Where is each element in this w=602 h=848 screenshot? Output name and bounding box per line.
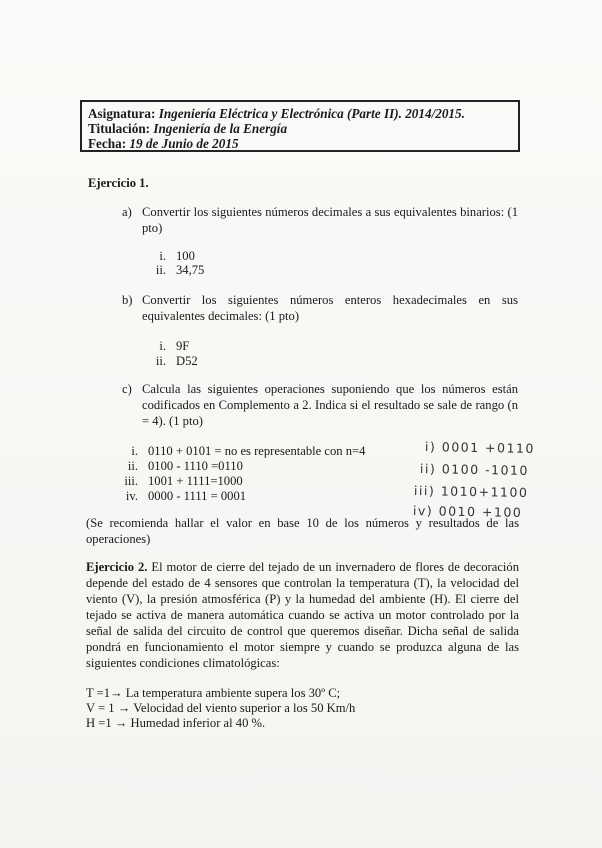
ej1-note: (Se recomienda hallar el valor en base 10 de los números y resultados de las operaciones): [86, 516, 519, 546]
ej1-a-item-1: i. 100: [159, 249, 195, 263]
handwritten-note-2: ii) 0100 -1010: [419, 461, 530, 478]
ej1-a-text: Convertir los siguientes números decimales a sus equivalentes binarios: (1 pto): [142, 205, 518, 235]
ej1-a-label: a): [122, 205, 132, 219]
ej1-c-item-3: iii. 1001 + 1111=1000: [124, 474, 243, 488]
exam-header: [80, 100, 520, 152]
ej1-a-item-2: ii. 34,75: [155, 263, 205, 277]
handwritten-note-4: iv) 0010 +100: [412, 503, 523, 520]
ej1-c-item-4: iv. 0000 - 1111 = 0001: [125, 489, 247, 503]
ej1-title: Ejercicio 1.: [88, 176, 149, 190]
ej1-c-item-2: ii. 0100 - 1110 =0110: [127, 459, 243, 473]
ej2-title: Ejercicio 2.: [86, 560, 148, 574]
ej1-b-text: Convertir los siguientes números enteros hexadecimales en sus equivalentes decimales: (1 pto): [142, 293, 518, 323]
titulacion-line: Titulación: Ingeniería de la Energía: [88, 121, 288, 136]
ej2-condition-t: T =1→ La temperatura ambiente supera los 30º C;: [86, 686, 341, 700]
ej2-text: El motor de cierre del tejado de un invernadero de flores de decoración depende del estado de 4 sensores que controlan la temperatura (T), la velocidad del viento (V), la presión atmosférica (P) y la humedad del ambiente (H). El cierre del tejado se activa de manera automática cuando se activa un motor controlado por la señal de salida del circuito de control que queremos diseñar. Dicha señal de salida pondrá en funcionamiento el motor siempre y cuando se produzca alguna de las siguientes condiciones climatológicas:: [86, 560, 519, 670]
ej1-b-label: b): [122, 293, 133, 307]
ej1-c-item-1: i. 0110 + 0101 = no es representable con n=4: [131, 444, 366, 458]
ej1-c-label: c): [122, 382, 132, 396]
ej1-c-text: Calcula las siguientes operaciones suponiendo que los números están codificados en Complemento a 2. Indica si el resultado se sale de rango (n = 4). (1 pto): [142, 382, 518, 428]
ej2-condition-v: V = 1 → Velocidad del viento superior a los 50 Km/h: [86, 701, 356, 715]
fecha-line: Fecha: 19 de Junio de 2015: [88, 136, 239, 151]
asignatura-line: Asignatura: Ingeniería Eléctrica y Electrónica (Parte II). 2014/2015.: [88, 106, 465, 121]
ej2-paragraph: [86, 559, 519, 671]
handwritten-note-1: i) 0001 +0110: [424, 439, 536, 456]
ej1-b-item-1: i. 9F: [159, 339, 190, 353]
handwritten-note-3: iii) 1010+1100: [413, 483, 529, 500]
ej2-condition-h: H =1 → Humedad inferior al 40 %.: [86, 716, 266, 730]
ej1-b-item-2: ii. D52: [155, 354, 198, 368]
